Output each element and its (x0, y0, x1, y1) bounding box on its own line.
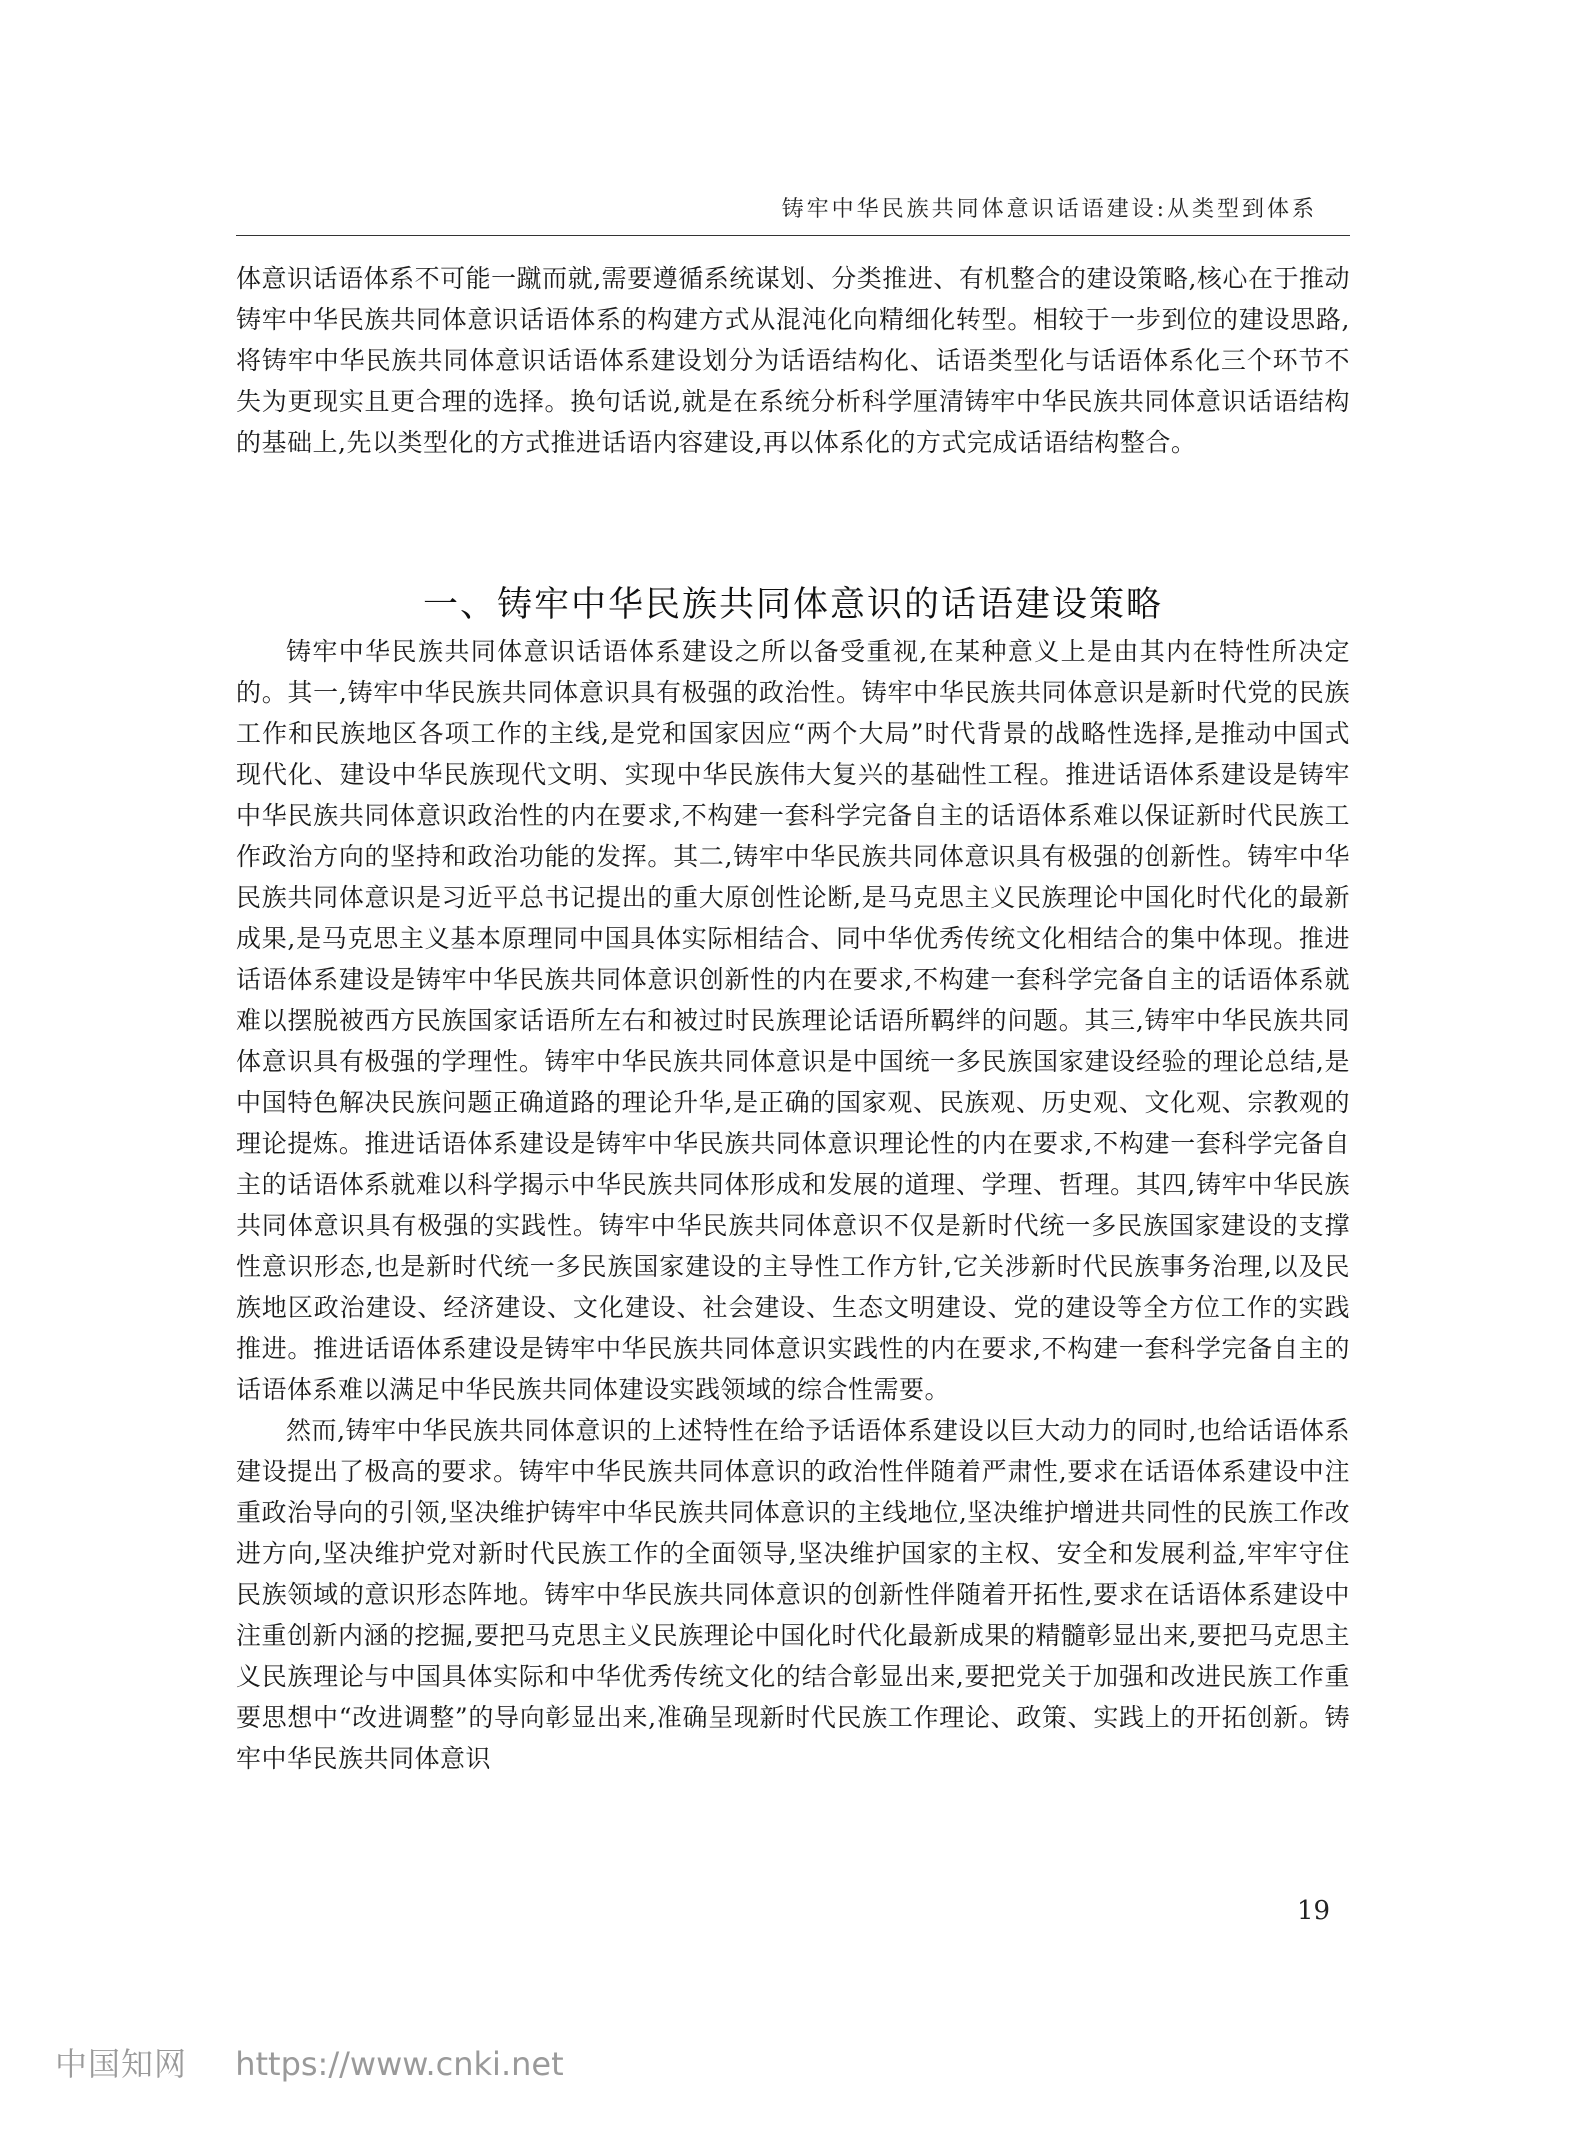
intro-text-block (236, 258, 1350, 463)
main-text-block (236, 631, 1350, 1779)
body-paragraph: 铸牢中华民族共同体意识话语体系建设之所以备受重视,在某种意义上是由其内在特性所决定的。其一,铸牢中华民族共同体意识具有极强的政治性。铸牢中华民族共同体意识是新时代党的民族工作和民族地区各项工作的主线,是党和国家因应“两个大局”时代背景的战略性选择,是推动中国式现代化、建设中华民族现代文明、实现中华民族伟大复兴的基础性工程。推进话语体系建设是铸牢中华民族共同体意识政治性的内在要求,不构建一套科学完备自主的话语体系难以保证新时代民族工作政治方向的坚持和政治功能的发挥。其二,铸牢中华民族共同体意识具有极强的创新性。铸牢中华民族共同体意识是习近平总书记提出的重大原创性论断,是马克思主义民族理论中国化时代化的最新成果,是马克思主义基本原理同中国具体实际相结合、同中华优秀传统文化相结合的集中体现。推进话语体系建设是铸牢中华民族共同体意识创新性的内在要求,不构建一套科学完备自主的话语体系就难以摆脱被西方民族国家话语所左右和被过时民族理论话语所羁绊的问题。其三,铸牢中华民族共同体意识具有极强的学理性。铸牢中华民族共同体意识是中国统一多民族国家建设经验的理论总结,是中国特色解决民族问题正确道路的理论升华,是正确的国家观、民族观、历史观、文化观、宗教观的理论提炼。推进话语体系建设是铸牢中华民族共同体意识理论性的内在要求,不构建一套科学完备自主的话语体系就难以科学揭示中华民族共同体形成和发展的道理、学理、哲理。其四,铸牢中华民族共同体意识具有极强的实践性。铸牢中华民族共同体意识不仅是新时代统一多民族国家建设的支撑性意识形态,也是新时代统一多民族国家建设的主导性工作方针,它关涉新时代民族事务治理,以及民族地区政治建设、经济建设、文化建设、社会建设、生态文明建设、党的建设等全方位工作的实践推进。推进话语体系建设是铸牢中华民族共同体意识实践性的内在要求,不构建一套科学完备自主的话语体系难以满足中华民族共同体建设实践领域的综合性需要。 (236, 637, 1350, 1404)
running-header-title: 铸牢中华民族共同体意识话语建设:从类型到体系 (781, 197, 1317, 222)
intro-paragraph: 体意识话语体系不可能一蹴而就,需要遵循系统谋划、分类推进、有机整合的建设策略,核心在于推动铸牢中华民族共同体意识话语体系的构建方式从混沌化向精细化转型。相较于一步到位的建设思路,将铸牢中华民族共同体意识话语体系建设划分为话语结构化、话语类型化与话语体系化三个环节不失为更现实且更合理的选择。换句话说,就是在系统分析科学厘清铸牢中华民族共同体意识话语结构的基础上,先以类型化的方式推进话语内容建设,再以体系化的方式完成话语结构整合。 (236, 264, 1350, 457)
cnki-watermark (55, 2039, 564, 2085)
cnki-url: https://www.cnki.net (235, 2045, 564, 2083)
section-heading: 一、铸牢中华民族共同体意识的话语建设策略 (422, 585, 1163, 626)
body-paragraph: 然而,铸牢中华民族共同体意识的上述特性在给予话语体系建设以巨大动力的同时,也给话语体系建设提出了极高的要求。铸牢中华民族共同体意识的政治性伴随着严肃性,要求在话语体系建设中注重政治导向的引领,坚决维护铸牢中华民族共同体意识的主线地位,坚决维护增进共同性的民族工作改进方向,坚决维护党对新时代民族工作的全面领导,坚决维护国家的主权、安全和发展利益,牢牢守住民族领域的意识形态阵地。铸牢中华民族共同体意识的创新性伴随着开拓性,要求在话语体系建设中注重创新内涵的挖掘,要把马克思主义民族理论中国化时代化最新成果的精髓彰显出来,要把马克思主义民族理论与中国具体实际和中华优秀传统文化的结合彰显出来,要把党关于加强和改进民族工作重要思想中“改进调整”的导向彰显出来,准确呈现新时代民族工作理论、政策、实践上的开拓创新。铸牢中华民族共同体意识 (236, 1416, 1350, 1773)
cnki-logo-text: 中国知网 (55, 2045, 188, 2083)
header-rule (236, 235, 1350, 236)
page-number: 19 (1297, 1896, 1331, 1926)
